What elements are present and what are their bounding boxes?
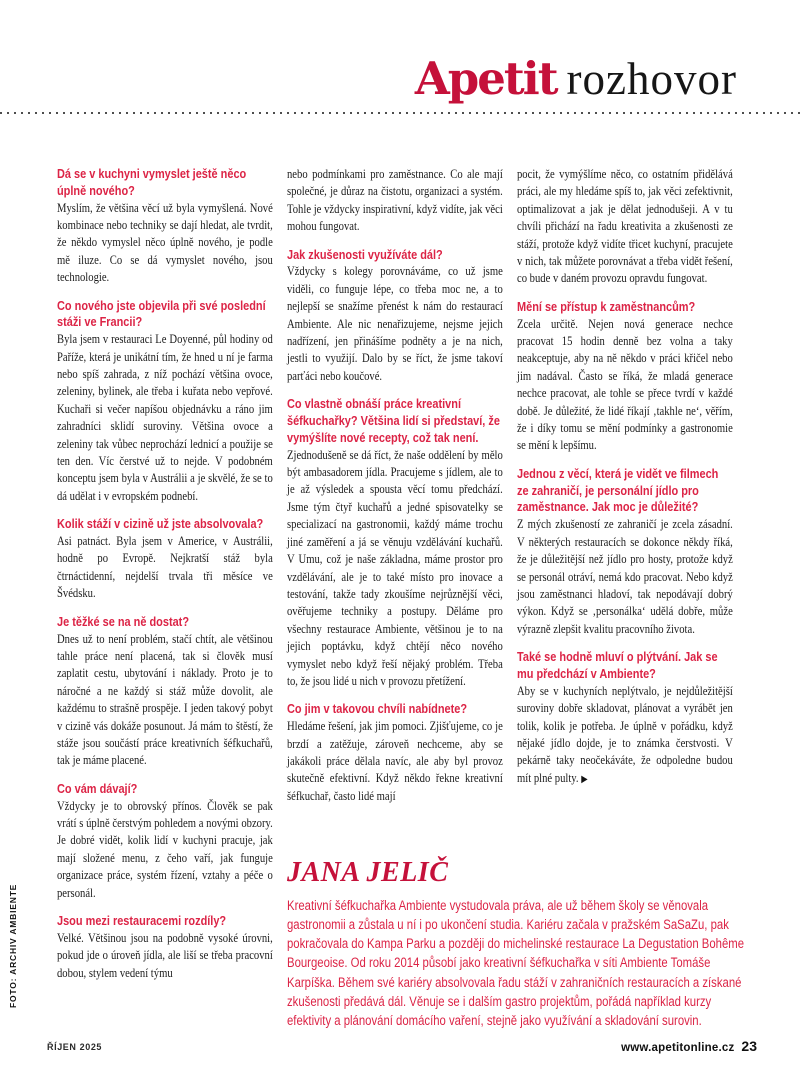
- dotted-divider: [0, 112, 800, 114]
- qa-block: [57, 781, 273, 902]
- interview-question: Dá se v kuchyni vymyslet ještě něco úplně nového?: [57, 166, 247, 198]
- qa-block: [517, 649, 733, 788]
- qa-block: [517, 166, 733, 288]
- interview-question: Mění se přístup k zaměstnancům?: [517, 298, 696, 314]
- qa-block: [287, 396, 503, 690]
- qa-block: [57, 913, 273, 982]
- interview-answer: Hledáme řešení, jak jim pomoci. Zjišťujeme, co je brzdí a zatěžuje, zároveň nechceme, aby se jakákoli práce dělala navíc, ale aby byl provoz skutečně efektivní. Když někdo řekne kreativní šéfkuchař, často lidé mají: [287, 719, 503, 803]
- interview-question: Také se hodně mluví o plýtvání. Jak se mu předchází v Ambiente?: [517, 649, 718, 681]
- qa-block: [287, 701, 503, 805]
- interview-answer: Zcela určitě. Nejen nová generace nechce pracovat 15 hodin denně bez volna a taky neakceptuje, aby na ně někdo v práci křičel nebo jim nadával. Často se říká, že mladá generace nechce pracovat, ale tohle se přece tvrdí v každé době. Je důležité, že lidé říkají ‚takhle ne‘, věřím, že i díky tomu se mění podmínky a gastronomie se mění k lepšímu.: [517, 316, 733, 453]
- interview-answer: Vždycky s kolegy porovnáváme, co už jsme viděli, co funguje lépe, co třeba moc ne, a to nejlepší se snažíme přenést k nám do restaurací Ambiente. Ale nic nenařizujeme, nejsme jejich nadřízení, jen přinášíme podněty a je na nich, jestli to využijí. Dalo by se říct, že jsme takoví parťáci nebo koučové.: [287, 264, 503, 383]
- interview-question: Co jim v takovou chvíli nabídnete?: [287, 701, 468, 717]
- profile-bio-wrap: [287, 896, 757, 1030]
- interview-answer: Vždycky je to obrovský přínos. Člověk se pak vrátí s úplně čerstvým pohledem a novými obzory. Je dobré vidět, kolik lidí v kuchyni pracuje, jak mají složené menu, z čeho vaří, jak funguje organizace práce, systém řízení, vztahy a péče o personál.: [57, 798, 273, 900]
- qa-block: [57, 166, 273, 287]
- interview-answer: Aby se v kuchyních neplýtvalo, je nejdůležitější suroviny dobře skladovat, plánovat a vyrábět jen tolik, kolik je potřeba. Je úplně v pořádku, když nějaké jídlo dojde, je to známka čerstvosti. V pekárně taky neočekáváte, že odpoledne budou mít plné pulty. ▶: [517, 683, 733, 785]
- website-url: www.apetitonline.cz: [621, 1042, 735, 1054]
- interview-answer: Z mých zkušeností ze zahraničí je zcela zásadní. V některých restauracích se dokonce někdy říká, že je důležitější než jídlo pro hosty, protože když se personál otráví, nemá kdo pracovat. Nebo když jsou zaměstnanci hladoví, tak nepodávají dobrý výkon. Když se ‚personálka‘ udělá dobře, může výrazně zlepšit kvalitu pracovního života.: [517, 517, 733, 636]
- interview-answer: Myslím, že většina věcí už byla vymyšlená. Nové kombinace nebo techniky se dají hledat, ale tvrdit, že někdo vymyslel něco úplně nového, je podle mě iluze. Co se dá vymyslet nového, jsou technologie.: [57, 200, 273, 285]
- apetit-logo: Apetit: [414, 52, 557, 105]
- interview-answer: pocit, že vymýšlíme něco, co ostatním přidělává práci, ale my hledáme spíš to, jak věci zefektivnit, optimalizovat a jak je dělat jednodušeji. A v tu chvíli přichází na řadu kreativita a zkušenosti ze stáží, protože když vidíte třicet kuchyní, pracujete v nich, tak můžete porovnávat a třeba vidět řešení, co bude v daném provozu opravdu fungovat.: [517, 167, 733, 286]
- interview-answer: Dnes už to není problém, stačí chtít, ale většinou tahle práce není placená, tak si člověk musí zaplatit cestu, ubytování i náklady. Proto je to náročné a ne každý si stáž může dovolit, ale každému to strašně prospěje. I jeden takový pobyt v cizině vás dokáže posunout. Já mám to štěstí, že stáže jsou součástí práce kreativních šéfkuchařů, tak je máme placené.: [57, 631, 273, 768]
- interview-answer: Byla jsem v restauraci Le Doyenné, půl hodiny od Paříže, která je unikátní tím, že hned u ní je farma nebo spíš zahrada, z níž pochází většina ovoce, zeleniny, bylinek, ale třeba i kuřata nebo vepřové. Kuchaři si večer napíšou objednávku a ráno jim zahradníci sklidí suroviny. Většina ovoce a zeleniny tak vůbec neprochází lednicí a použije se ten den. Víc čerstvé už to nejde. V podobném konceptu jsem byla v Austrálii a je skvělé, že se to dá udělat i v evropském podnebí.: [57, 332, 273, 503]
- interview-question: Co nového jste objevila při své poslední stáži ve Francii?: [57, 297, 266, 330]
- qa-block: [517, 466, 733, 638]
- interview-answer: nebo podmínkami pro zaměstnance. Co ale mají společné, je důraz na čistotu, organizaci a systém. Tohle je vždycky inspirativní, když vidíte, jak věci mohou fungovat.: [287, 167, 503, 234]
- footer-right: [621, 1038, 757, 1054]
- column-1: [57, 166, 273, 982]
- qa-block: [287, 247, 503, 386]
- interview-answer: Zjednodušeně se dá říct, že naše oddělení by mělo být ambasadorem jídla. Pracujeme s jídlem, ale to je až výsledek a spousta věcí tomu předchází. Jsme tým čtyř kuchařů a jedné spisovatelky se specializací na gastronomii, každý máme trochu jiné zaměření a já se věnuju vzdělávání kuchařů. V Umu, což je naše základna, máme prostor pro vzdělávání, ale je to také místo pro inovace a testování, takže tady zkoušíme nejrůznější věci, ověřujeme techniky a postupy. Děláme pro všechny restaurace Ambiente, většinou je to na jejich poptávku, když chtějí něco nového vymyslet nebo když řeší nějaký problém. Třeba to, že jsou lidé u nich v provozu přetížení.: [287, 447, 503, 688]
- qa-block: [287, 166, 503, 236]
- continuation-arrow-icon: ▶: [578, 773, 588, 785]
- interview-question: Co vám dávají?: [57, 780, 138, 796]
- profile-box: [287, 858, 757, 1030]
- page-header: [414, 52, 737, 105]
- qa-block: [57, 614, 273, 770]
- issue-date: ŘÍJEN 2025: [47, 1042, 103, 1052]
- interview-question: Kolik stáží v cizině už jste absolvovala?: [57, 516, 264, 532]
- interview-question: Co vlastně obnáší práce kreativní šéfkuchařky? Většina lidí si představí, že vymýšlíte nové recepty, což tak není.: [287, 396, 500, 445]
- interview-answer: Velké. Většinou jsou na podobně vysoké úrovni, pokud jde o úroveň jídla, ale liší se třeba pracovní dobou, stylem vedení týmu: [57, 930, 273, 980]
- page-number: 23: [741, 1038, 757, 1054]
- interview-question: Je těžké se na ně dostat?: [57, 613, 190, 629]
- qa-block: [57, 298, 273, 506]
- interview-question: Jak zkušenosti využíváte dál?: [287, 246, 443, 262]
- interview-answer: Asi patnáct. Byla jsem v Americe, v Austrálii, hodně po Evropě. Nejkratší stáž byla čtrnáctidenní, nejdelší trvala tři měsíce ve Švédsku.: [57, 534, 273, 601]
- qa-block: [57, 516, 273, 602]
- interview-question: Jednou z věcí, která je vidět ve filmech ze zahraničí, je personální jídlo pro zaměstnance. Jak moc je důležité?: [517, 465, 719, 515]
- profile-name: JANA JELIČ: [287, 857, 449, 888]
- photo-credit: FOTO: ARCHIV AMBIENTE: [8, 883, 18, 1008]
- profile-bio: Kreativní šéfkuchařka Ambiente vystudovala práva, ale už během školy se věnovala gastronomii a zůstala u ní i po ukončení studia. Kariéru začala v pražském SaSaZu, pak pokračovala do Kampa Parku a později do michelinské restaurace La Degustation Bohême Bourgeoise. Od roku 2014 působí jako kreativní šéfkuchařka v síti Ambiente Tomáše Karpíška. Během své kariéry absolvovala řadu stáží v zahraničních restauracích a získané zkušenosti předává dál. Věnuje se i dalším gastro projektům, pořádá například kurzy efektivity a plánování domácího vaření, stejně jako využívání a skladování surovin.: [287, 897, 745, 1029]
- section-title: rozhovor: [566, 54, 737, 104]
- qa-block: [517, 299, 733, 455]
- interview-question: Jsou mezi restauracemi rozdíly?: [57, 912, 227, 928]
